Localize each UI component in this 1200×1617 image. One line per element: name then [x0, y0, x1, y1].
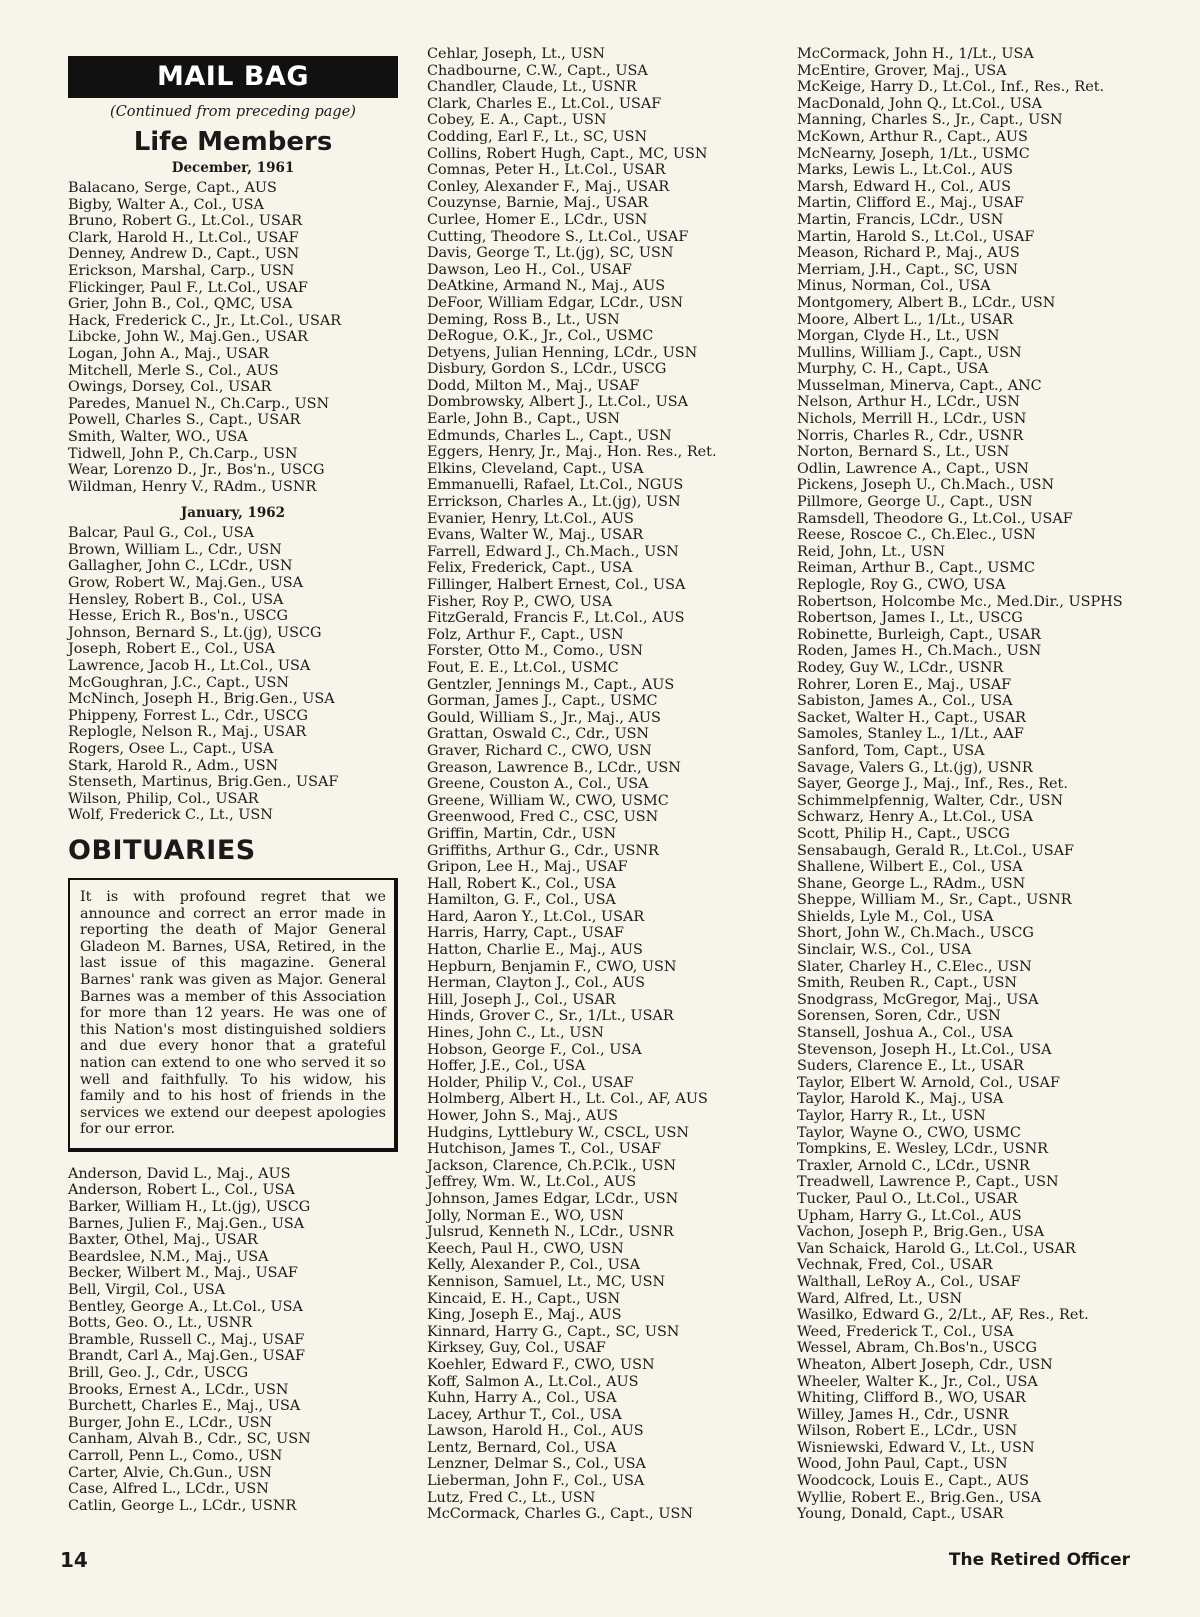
list-item: Morgan, Clyde H., Lt., USN [797, 328, 1000, 345]
list-item: Holder, Philip V., Col., USAF [427, 1074, 634, 1091]
list-item: Wildman, Henry V., RAdm., USNR [68, 478, 317, 495]
list-item: Ramsdell, Theodore G., Lt.Col., USAF [797, 510, 1073, 527]
list-item: Jolly, Norman E., WO, USN [427, 1207, 624, 1224]
list-item: Bigby, Walter A., Col., USA [68, 196, 264, 213]
list-item: Forster, Otto M., Como., USN [427, 643, 643, 660]
december-member-list [68, 180, 398, 495]
list-item: Koff, Salmon A., Lt.Col., AUS [427, 1373, 639, 1390]
list-item: Fout, E. E., Lt.Col., USMC [427, 659, 619, 676]
list-item: Reid, John, Lt., USN [797, 543, 946, 560]
list-item: Johnson, Bernard S., Lt.(jg), USCG [68, 624, 322, 641]
list-item: Disbury, Gordon S., LCdr., USCG [427, 361, 667, 378]
list-item: Johnson, James Edgar, LCdr., USN [427, 1190, 679, 1207]
list-item: Lutz, Fred C., Lt., USN [427, 1489, 596, 1506]
list-item: Treadwell, Lawrence P., Capt., USN [797, 1174, 1059, 1191]
list-item: Kincaid, E. H., Capt., USN [427, 1290, 621, 1307]
list-item: Taylor, Harry R., Lt., USN [797, 1108, 986, 1124]
list-item: Willey, James H., Cdr., USNR [797, 1406, 1009, 1423]
list-item: Gripon, Lee H., Maj., USAF [427, 859, 628, 876]
list-item: Gould, William S., Jr., Maj., AUS [427, 709, 661, 726]
list-item: McEntire, Grover, Maj., USA [797, 62, 1007, 79]
column-left [68, 44, 398, 1514]
list-item: Montgomery, Albert B., LCdr., USN [797, 294, 1056, 311]
list-item: Replogle, Roy G., CWO, USA [797, 577, 1006, 593]
obituaries-heading: OBITUARIES [68, 834, 256, 866]
list-item: Replogle, Nelson R., Maj., USAR [68, 724, 307, 741]
list-item: Robertson, James I., Lt., USCG [797, 610, 1023, 627]
list-item: Greene, William W., CWO, USMC [427, 792, 669, 809]
list-item: Scott, Philip H., Capt., USCG [797, 825, 1010, 842]
list-item: Herman, Clayton J., Col., AUS [427, 975, 645, 992]
list-item: Codding, Earl F., Lt., SC, USN [427, 128, 648, 145]
list-item: Chadbourne, C.W., Capt., USA [427, 62, 648, 79]
list-item: Grier, John B., Col., QMC, USA [68, 296, 293, 313]
list-item: Comnas, Peter H., Lt.Col., USAR [427, 162, 666, 179]
list-item: Norris, Charles R., Cdr., USNR [797, 427, 1024, 444]
list-item: Wasilko, Edward G., 2/Lt., AF, Res., Ret. [797, 1307, 1089, 1324]
page-number: 14 [60, 1548, 88, 1572]
list-item: Hepburn, Benjamin F., CWO, USN [427, 958, 677, 975]
list-item: Slater, Charley H., C.Elec., USN [797, 958, 1032, 975]
list-item: Hower, John S., Maj., AUS [427, 1108, 618, 1124]
list-item: Smith, Reuben R., Capt., USN [797, 975, 1017, 992]
list-item: Collins, Robert Hugh, Capt., MC, USN [427, 145, 708, 162]
list-item: Hoffer, J.E., Col., USA [427, 1058, 586, 1075]
list-item: Barnes, Julien F., Maj.Gen., USA [68, 1215, 305, 1232]
list-item: Nelson, Arthur H., LCdr., USN [797, 394, 1020, 411]
list-item: Sheppe, William M., Sr., Capt., USNR [797, 892, 1072, 909]
list-item: Marks, Lewis L., Lt.Col., AUS [797, 162, 1013, 179]
list-item: Taylor, Harold K., Maj., USA [797, 1091, 1004, 1108]
list-item: Sanford, Tom, Capt., USA [797, 742, 985, 759]
list-item: Merriam, J.H., Capt., SC, USN [797, 261, 1018, 278]
list-item: Stansell, Joshua A., Col., USA [797, 1025, 1013, 1042]
list-item: Manning, Charles S., Jr., Capt., USN [797, 112, 1063, 129]
list-item: Burger, John E., LCdr., USN [68, 1414, 273, 1431]
mail-bag-banner: MAIL BAG [68, 56, 398, 98]
list-item: Harris, Harry, Capt., USAF [427, 925, 624, 942]
list-item: Clark, Harold H., Lt.Col., USAF [68, 229, 299, 246]
list-item: Bentley, George A., Lt.Col., USA [68, 1298, 303, 1315]
list-item: Brown, William L., Cdr., USN [68, 541, 282, 558]
list-item: Wessel, Abram, Ch.Bos'n., USCG [797, 1340, 1037, 1357]
list-item: Carter, Alvie, Ch.Gun., USN [68, 1464, 272, 1481]
list-item: Shields, Lyle M., Col., USA [797, 908, 994, 925]
list-item: Botts, Geo. O., Lt., USNR [68, 1315, 253, 1332]
list-item: Farrell, Edward J., Ch.Mach., USN [427, 543, 679, 560]
list-item: Anderson, Robert L., Col., USA [68, 1182, 295, 1199]
list-item: Kuhn, Harry A., Col., USA [427, 1390, 617, 1407]
list-item: Lacey, Arthur T., Col., USA [427, 1406, 622, 1423]
list-item: Traxler, Arnold C., LCdr., USNR [797, 1157, 1030, 1174]
list-item: Snodgrass, McGregor, Maj., USA [797, 991, 1039, 1008]
list-item: Canham, Alvah B., Cdr., SC, USN [68, 1431, 311, 1448]
list-item: Paredes, Manuel N., Ch.Carp., USN [68, 395, 330, 412]
list-item: Whiting, Clifford B., WO, USAR [797, 1390, 1026, 1407]
list-item: Hinds, Grover C., Sr., 1/Lt., USAR [427, 1008, 674, 1025]
list-item: Deming, Ross B., Lt., USN [427, 311, 620, 328]
list-item: Hines, John C., Lt., USN [427, 1025, 604, 1042]
list-item: Norton, Bernard S., Lt., USN [797, 444, 1010, 461]
list-item: Minus, Norman, Col., USA [797, 278, 991, 295]
list-item: McKeige, Harry D., Lt.Col., Inf., Res., Ret. [797, 79, 1105, 96]
list-item: Vechnak, Fred, Col., USAR [797, 1257, 993, 1274]
list-item: Felix, Frederick, Capt., USA [427, 560, 633, 577]
list-item: Bell, Virgil, Col., USA [68, 1282, 226, 1299]
list-item: Cehlar, Joseph, Lt., USN [427, 46, 606, 62]
list-item: Evans, Walter W., Maj., USAR [427, 527, 644, 544]
list-item: Wheeler, Walter K., Jr., Col., USA [797, 1373, 1038, 1390]
list-item: Tompkins, E. Wesley, LCdr., USNR [797, 1141, 1048, 1158]
list-item: Martin, Clifford E., Maj., USAF [797, 195, 1024, 212]
list-item: Wood, John Paul, Capt., USN [797, 1456, 1008, 1473]
list-item: Rodey, Guy W., LCdr., USNR [797, 659, 1004, 676]
list-item: Phippeny, Forrest L., Cdr., USCG [68, 707, 309, 724]
list-item: Schimmelpfennig, Walter, Cdr., USN [797, 792, 1064, 809]
list-item: Ward, Alfred, Lt., USN [797, 1290, 963, 1307]
list-item: Greason, Lawrence B., LCdr., USN [427, 759, 681, 776]
list-item: Hobson, George F., Col., USA [427, 1041, 642, 1058]
list-item: Baxter, Othel, Maj., USAR [68, 1232, 258, 1249]
list-item: Powell, Charles S., Capt., USAR [68, 412, 301, 429]
list-item: Bruno, Robert G., Lt.Col., USAR [68, 213, 303, 230]
list-item: Jeffrey, Wm. W., Lt.Col., AUS [427, 1174, 637, 1191]
list-item: McNearny, Joseph, 1/Lt., USMC [797, 145, 1030, 162]
list-item: Kinnard, Harry G., Capt., SC, USN [427, 1323, 680, 1340]
list-item: Jackson, Clarence, Ch.P.Clk., USN [427, 1157, 677, 1174]
list-item: Sacket, Walter H., Capt., USAR [797, 709, 1026, 726]
list-item: Dawson, Leo H., Col., USAF [427, 261, 632, 278]
list-item: Chandler, Claude, Lt., USNR [427, 79, 637, 96]
list-item: Hack, Frederick C., Jr., Lt.Col., USAR [68, 312, 342, 329]
list-item: Elkins, Cleveland, Capt., USA [427, 460, 644, 477]
list-item: Lawrence, Jacob H., Lt.Col., USA [68, 658, 311, 675]
list-item: Weed, Frederick T., Col., USA [797, 1323, 1014, 1340]
list-item: Anderson, David L., Maj., AUS [68, 1165, 291, 1182]
list-item: Kelly, Alexander P., Col., USA [427, 1257, 640, 1274]
list-item: Schwarz, Henry A., Lt.Col., USA [797, 809, 1034, 826]
life-members-heading: Life Members [133, 127, 333, 157]
list-item: Robinette, Burleigh, Capt., USAR [797, 626, 1041, 643]
list-item: Pillmore, George U., Capt., USN [797, 494, 1033, 511]
list-item: Edmunds, Charles L., Capt., USN [427, 427, 672, 444]
list-item: Emmanuelli, Rafael, Lt.Col., NGUS [427, 477, 684, 494]
list-item: Clark, Charles E., Lt.Col., USAF [427, 95, 662, 112]
list-item: Hesse, Erich R., Bos'n., USCG [68, 608, 289, 625]
list-item: Hamilton, G. F., Col., USA [427, 892, 616, 909]
list-item: Grow, Robert W., Maj.Gen., USA [68, 575, 303, 592]
list-item: Wear, Lorenzo D., Jr., Bos'n., USCG [68, 462, 325, 479]
list-item: Wolf, Frederick C., Lt., USN [68, 807, 273, 824]
list-item: Greene, Couston A., Col., USA [427, 776, 649, 793]
list-item: Errickson, Charles A., Lt.(jg), USN [427, 494, 681, 511]
list-item: Kennison, Samuel, Lt., MC, USN [427, 1273, 666, 1290]
list-item: Reese, Roscoe C., Ch.Elec., USN [797, 527, 1036, 544]
list-item: Bramble, Russell C., Maj., USAF [68, 1331, 305, 1348]
january-heading: January, 1962 [180, 505, 286, 522]
list-item: Becker, Wilbert M., Maj., USAF [68, 1265, 298, 1282]
list-item: Taylor, Wayne O., CWO, USMC [797, 1124, 1021, 1141]
list-item: Reiman, Arthur B., Capt., USMC [797, 560, 1035, 577]
list-item: Nichols, Merrill H., LCdr., USN [797, 411, 1027, 428]
list-item: Sabiston, James A., Col., USA [797, 693, 1013, 710]
list-item: Robertson, Holcombe Mc., Med.Dir., USPHS [797, 593, 1123, 610]
list-item: Koehler, Edward F., CWO, USN [427, 1356, 655, 1373]
list-item: Hudgins, Lyttlebury W., CSCL, USN [427, 1124, 689, 1141]
list-item: Rohrer, Loren E., Maj., USAF [797, 676, 1012, 693]
list-item: Fisher, Roy P., CWO, USA [427, 593, 613, 610]
list-item: Joseph, Robert E., Col., USA [68, 641, 276, 658]
list-item: Martin, Harold S., Lt.Col., USAF [797, 228, 1035, 245]
list-item: Conley, Alexander F., Maj., USAR [427, 178, 670, 195]
column-middle [427, 46, 767, 1523]
list-item: Gentzler, Jennings M., Capt., AUS [427, 676, 675, 693]
list-item: Walthall, LeRoy A., Col., USAF [797, 1273, 1021, 1290]
list-item: Young, Donald, Capt., USAR [797, 1506, 1004, 1523]
list-item: Julsrud, Kenneth N., LCdr., USNR [427, 1224, 674, 1241]
list-item: Mullins, William J., Capt., USN [797, 344, 1022, 361]
list-item: Logan, John A., Maj., USAR [68, 345, 269, 362]
list-item: DeFoor, William Edgar, LCdr., USN [427, 294, 684, 311]
list-item: Eggers, Henry, Jr., Maj., Hon. Res., Ret. [427, 444, 717, 461]
list-item: Balcar, Paul G., Col., USA [68, 525, 254, 542]
list-item: Tidwell, John P., Ch.Carp., USN [68, 445, 298, 462]
list-item: Odlin, Lawrence A., Capt., USN [797, 460, 1029, 477]
list-item: Tucker, Paul O., Lt.Col., USAR [797, 1190, 1018, 1207]
list-item: Balacano, Serge, Capt., AUS [68, 180, 277, 196]
list-item: Wyllie, Robert E., Brig.Gen., USA [797, 1489, 1041, 1506]
list-item: Stevenson, Joseph H., Lt.Col., USA [797, 1041, 1052, 1058]
list-item: Samoles, Stanley L., 1/Lt., AAF [797, 726, 1024, 743]
list-item: Keech, Paul H., CWO, USN [427, 1240, 624, 1257]
list-item: Case, Alfred L., LCdr., USN [68, 1481, 269, 1498]
list-item: Upham, Harry G., Lt.Col., AUS [797, 1207, 1022, 1224]
list-item: Sorensen, Soren, Cdr., USN [797, 1008, 1001, 1025]
list-item: Carroll, Penn L., Como., USN [68, 1447, 283, 1464]
list-item: Evanier, Henry, Lt.Col., AUS [427, 510, 634, 527]
list-item: Pickens, Joseph U., Ch.Mach., USN [797, 477, 1055, 494]
obituary-list-col3 [797, 46, 1132, 1523]
list-item: Meason, Richard P., Maj., AUS [797, 245, 1020, 262]
obituary-list-col2 [427, 46, 767, 1523]
list-item: Lentz, Bernard, Col., USA [427, 1439, 617, 1456]
list-item: Wheaton, Albert Joseph, Cdr., USN [797, 1356, 1053, 1373]
list-item: Grattan, Oswald C., Cdr., USN [427, 726, 650, 743]
list-item: Brooks, Ernest A., LCdr., USN [68, 1381, 289, 1398]
list-item: Hall, Robert K., Col., USA [427, 875, 616, 892]
list-item: Earle, John B., Capt., USN [427, 411, 620, 428]
list-item: Kirksey, Guy, Col., USAF [427, 1340, 606, 1357]
list-item: Griffin, Martin, Cdr., USN [427, 825, 617, 842]
list-item: Martin, Francis, LCdr., USN [797, 211, 1004, 228]
list-item: Suders, Clarence E., Lt., USAR [797, 1058, 1024, 1075]
list-item: King, Joseph E., Maj., AUS [427, 1307, 622, 1324]
list-item: Dombrowsky, Albert J., Lt.Col., USA [427, 394, 689, 411]
list-item: Barker, William H., Lt.(jg), USCG [68, 1199, 311, 1216]
column-right [797, 46, 1132, 1523]
list-item: Beardslee, N.M., Maj., USA [68, 1248, 269, 1265]
list-item: Cutting, Theodore S., Lt.Col., USAF [427, 228, 689, 245]
obituary-correction-notice: It is with profound regret that we announce and correct an error made in reporting the death of Major General Gladeon M. Barnes, USA, Retired, in the last issue of this magazine. General Barnes' rank was given as Major. General Barnes was a member of this Association for more than 12 years. He was one of this Nation's most distinguished soldiers and due every honor that a grateful nation can extend to one who served it so well and faithfully. To his widow, his family and to his host of friends in the services we extend our deepest apologies for our error. [68, 878, 398, 1152]
list-item: McGoughran, J.C., Capt., USN [68, 674, 289, 691]
obituary-list-col1 [68, 1166, 398, 1514]
list-item: Moore, Albert L., 1/Lt., USAR [797, 311, 1014, 328]
list-item: Hard, Aaron Y., Lt.Col., USAR [427, 908, 645, 925]
list-item: MacDonald, John Q., Lt.Col., USA [797, 95, 1043, 112]
list-item: Fillinger, Halbert Ernest, Col., USA [427, 577, 686, 593]
list-item: Griffiths, Arthur G., Cdr., USNR [427, 842, 659, 859]
list-item: Hensley, Robert B., Col., USA [68, 591, 284, 608]
list-item: Stark, Harold R., Adm., USN [68, 757, 279, 774]
list-item: DeRogue, O.K., Jr., Col., USMC [427, 328, 654, 345]
list-item: Dodd, Milton M., Maj., USAF [427, 377, 640, 394]
list-item: Denney, Andrew D., Capt., USN [68, 246, 300, 263]
list-item: FitzGerald, Francis F., Lt.Col., AUS [427, 610, 685, 627]
december-heading: December, 1961 [171, 160, 295, 176]
list-item: DeAtkine, Armand N., Maj., AUS [427, 278, 666, 295]
list-item: McKown, Arthur R., Capt., AUS [797, 128, 1028, 145]
list-item: Vachon, Joseph P., Brig.Gen., USA [797, 1224, 1045, 1241]
list-item: Lieberman, John F., Col., USA [427, 1473, 645, 1490]
list-item: Couzynse, Barnie, Maj., USAR [427, 195, 649, 212]
publication-name: The Retired Officer [948, 1550, 1130, 1570]
list-item: McCormack, John H., 1/Lt., USA [797, 46, 1034, 62]
list-item: Musselman, Minerva, Capt., ANC [797, 377, 1042, 394]
list-item: Folz, Arthur F., Capt., USN [427, 626, 624, 643]
list-item: Cobey, E. A., Capt., USN [427, 112, 607, 129]
list-item: Erickson, Marshal, Carp., USN [68, 262, 295, 279]
list-item: Sinclair, W.S., Col., USA [797, 942, 972, 959]
list-item: Wisniewski, Edward V., Lt., USN [797, 1439, 1035, 1456]
list-item: Libcke, John W., Maj.Gen., USAR [68, 329, 308, 346]
list-item: Wilson, Robert E., LCdr., USN [797, 1423, 1018, 1440]
list-item: Burchett, Charles E., Maj., USA [68, 1398, 301, 1415]
list-item: Roden, James H., Ch.Mach., USN [797, 643, 1042, 660]
list-item: Shallene, Wilbert E., Col., USA [797, 859, 1023, 876]
list-item: Flickinger, Paul F., Lt.Col., USAF [68, 279, 308, 296]
list-item: Shane, George L., RAdm., USN [797, 875, 1026, 892]
list-item: Lenzner, Delmar S., Col., USA [427, 1456, 646, 1473]
list-item: Greenwood, Fred C., CSC, USN [427, 809, 659, 826]
list-item: Lawson, Harold H., Col., AUS [427, 1423, 644, 1440]
list-item: Detyens, Julian Henning, LCdr., USN [427, 344, 698, 361]
list-item: Stenseth, Martinus, Brig.Gen., USAF [68, 774, 339, 791]
list-item: Wilson, Philip, Col., USAR [68, 790, 259, 807]
list-item: Sensabaugh, Gerald R., Lt.Col., USAF [797, 842, 1074, 859]
list-item: Van Schaick, Harold G., Lt.Col., USAR [797, 1240, 1076, 1257]
list-item: Rogers, Osee L., Capt., USA [68, 741, 274, 757]
list-item: Smith, Walter, WO., USA [68, 428, 248, 445]
list-item: Owings, Dorsey, Col., USAR [68, 379, 272, 396]
list-item: Hill, Joseph J., Col., USAR [427, 991, 616, 1008]
list-item: Taylor, Elbert W. Arnold, Col., USAF [797, 1074, 1060, 1091]
list-item: Mitchell, Merle S., Col., AUS [68, 362, 279, 379]
list-item: Gallagher, John C., LCdr., USN [68, 558, 293, 575]
list-item: Marsh, Edward H., Col., AUS [797, 178, 1011, 195]
list-item: Brandt, Carl A., Maj.Gen., USAF [68, 1348, 305, 1365]
list-item: Graver, Richard C., CWO, USN [427, 742, 652, 759]
list-item: Murphy, C. H., Capt., USA [797, 361, 989, 378]
list-item: Catlin, George L., LCdr., USNR [68, 1497, 297, 1514]
list-item: Short, John W., Ch.Mach., USCG [797, 925, 1034, 942]
january-member-list [68, 525, 398, 824]
list-item: McCormack, Charles G., Capt., USN [427, 1506, 693, 1523]
continued-note: (Continued from preceding page) [110, 104, 356, 120]
list-item: Hutchison, James T., Col., USAF [427, 1141, 662, 1158]
list-item: Holmberg, Albert H., Lt. Col., AF, AUS [427, 1091, 708, 1108]
list-item: Savage, Valers G., Lt.(jg), USNR [797, 759, 1033, 776]
list-item: Gorman, James J., Capt., USMC [427, 693, 658, 710]
list-item: Hatton, Charlie E., Maj., AUS [427, 942, 643, 959]
list-item: McNinch, Joseph H., Brig.Gen., USA [68, 691, 335, 708]
list-item: Davis, George T., Lt.(jg), SC, USN [427, 245, 674, 262]
list-item: Brill, Geo. J., Cdr., USCG [68, 1365, 249, 1381]
list-item: Woodcock, Louis E., Capt., AUS [797, 1473, 1029, 1490]
list-item: Curlee, Homer E., LCdr., USN [427, 211, 648, 228]
list-item: Sayer, George J., Maj., Inf., Res., Ret. [797, 776, 1068, 793]
